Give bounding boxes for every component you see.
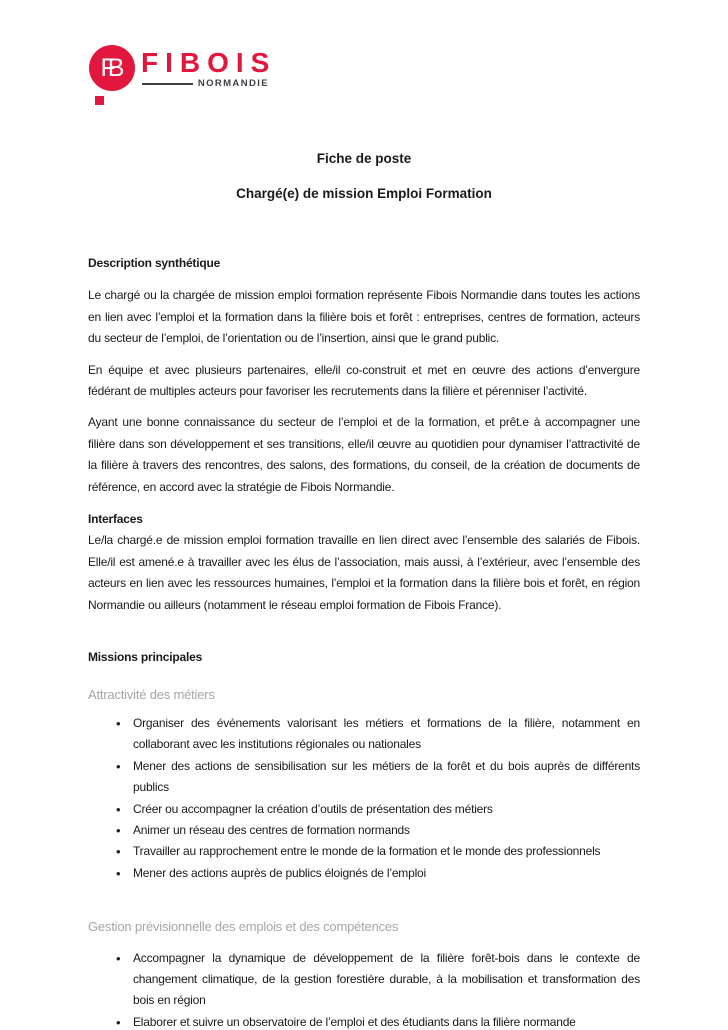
interfaces-paragraph: Le/la chargé.e de mission emploi formation travaille en lien direct avec l’ensemble des salariés de Fibois. Elle/il est amené.e à travailler avec les élus de l’association, mais aussi, à l’extérieur, avec l’ensemble des acteurs en lien avec les ressources humaines, l’emploi et la formation dans la filière bois et forêt, en région Normandie ou ailleurs (notamment le réseau emploi formation de Fibois France). (88, 533, 640, 612)
section-heading-interfaces: Interfaces (88, 512, 143, 527)
bullet-list-gpec (88, 948, 640, 1030)
logo-baseline (142, 78, 269, 89)
list-item: • Créer ou accompagner la création d’outils de présentation des métiers (88, 799, 640, 820)
section-heading-description: Description synthétique (88, 256, 221, 270)
page-title: Fiche de poste (316, 151, 412, 166)
logo-region-label: NORMANDIE (197, 78, 269, 89)
description-paragraph-3: Ayant une bonne connaissance du secteur de l’emploi et de la formation, et prêt.e à accompagner une filière dans son développement et ses transitions, elle/il œuvre au quotidien pour dynamiser l’attractivité de la filière à travers des rencontres, des salons, des formations, du conseil, de la création de documents de référence, en accord avec la stratégie de Fibois Normandie. (88, 415, 640, 494)
list-item: • Organiser des événements valorisant les métiers et formations de la filière, notamment en collaborant avec les institutions régionales ou nationales (88, 713, 640, 756)
logo-underline (142, 83, 193, 85)
bullet-list-attractivite (88, 713, 640, 884)
page-subtitle: Chargé(e) de mission Emploi Formation (236, 186, 492, 201)
subsection-heading-attractivite: Attractivité des métiers (88, 686, 215, 702)
description-paragraph-2: En équipe et avec plusieurs partenaires, elle/il co-construit et met en œuvre des actions d’envergure fédérant de multiples acteurs pour favoriser les recrutements dans la filière et pérenniser l’activité. (88, 362, 640, 399)
list-item: • Mener des actions de sensibilisation sur les métiers de la forêt et du bois auprès de différents publics (88, 756, 640, 799)
list-item: • Elaborer et suivre un observatoire de l’emploi et des étudiants dans la filière normande (88, 1012, 640, 1030)
logo-red-square (95, 96, 104, 105)
list-item: • Travailler au rapprochement entre le monde de la formation et le monde des professionnels (88, 841, 640, 862)
logo-circle-mark (89, 45, 135, 91)
description-paragraph-1: Le chargé ou la chargée de mission emploi formation représente Fibois Normandie dans toutes les actions en lien avec l’emploi et la formation dans la filière bois et forêt : entreprises, centres de formation, acteurs du secteur de l’emploi, de l’orientation ou de l’insertion, ainsi que le grand public. (88, 288, 640, 346)
list-item: • Accompagner la dynamique de développement de la filière forêt-bois dans le contexte de changement climatique, de la gestion forestière durable, à la mobilisation et transformation des bois en région (88, 948, 640, 1012)
list-item: • Animer un réseau des centres de formation normands (88, 820, 640, 841)
logo-wordmark: FIBOIS (141, 47, 277, 78)
subsection-heading-gpec: Gestion prévisionnelle des emplois et des compétences (88, 919, 399, 935)
logo-monogram: FB (100, 53, 117, 82)
fibois-logo (88, 44, 288, 110)
section-heading-missions: Missions principales (88, 650, 203, 665)
list-item: • Mener des actions auprès de publics éloignés de l’emploi (88, 863, 640, 884)
